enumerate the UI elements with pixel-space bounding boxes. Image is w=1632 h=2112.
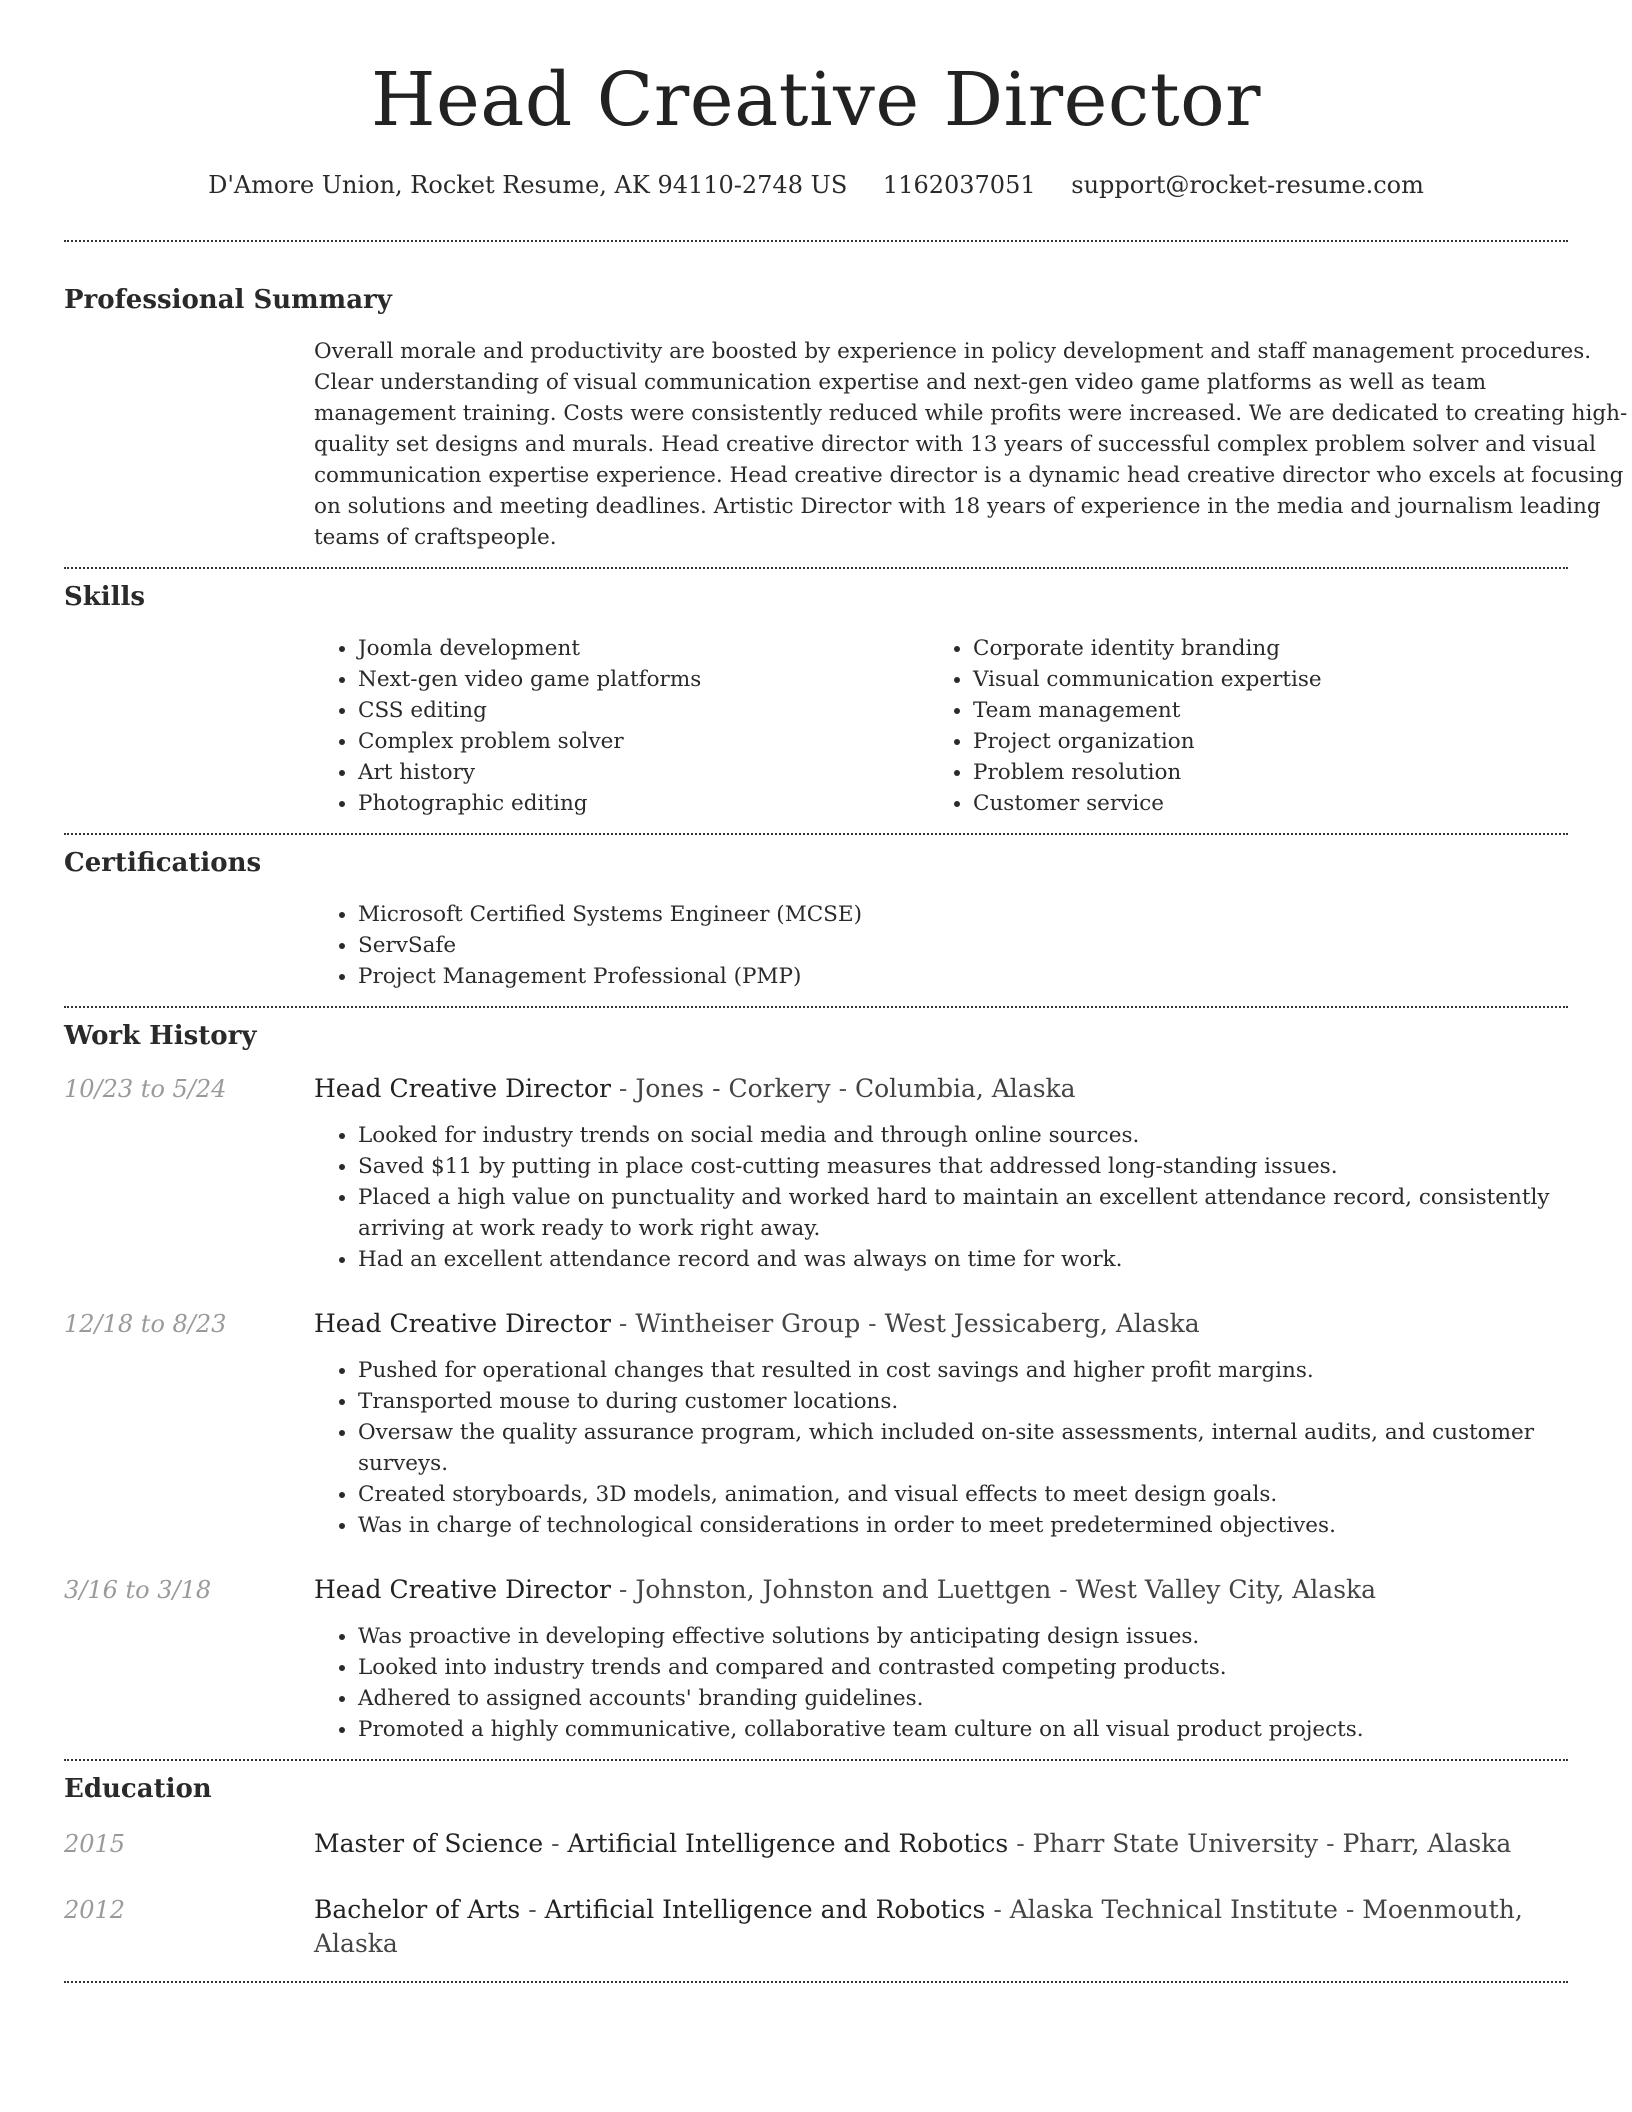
job-dates: 3/16 to 3/18 [64,1576,212,1604]
school-name: Alaska Technical Institute [1009,1895,1338,1924]
job-title: Head Creative Director [314,1074,611,1103]
education-section [64,1771,1568,1961]
divider [64,833,1568,835]
degree: Bachelor of Arts [314,1895,521,1924]
section-heading-summary: Professional Summary [64,285,392,315]
duty-item: • Looked for industry trends on social media and through online sources. [358,1120,1630,1151]
job-title: Head Creative Director [314,1309,611,1338]
education-year: 2012 [64,1896,126,1924]
job-heading: Head Creative Director - Wintheiser Group - West Jessicaberg, Alaska [314,1309,1200,1338]
duty-item: • Promoted a highly communicative, collaborative team culture on all visual product projects. [358,1714,1630,1745]
divider [64,240,1568,242]
skill-item: • Customer service [973,788,1544,819]
skills-grid [314,633,1568,819]
skills-list-right [929,633,1544,819]
job-heading: Head Creative Director - Johnston, Johnston and Luettgen - West Valley City, Alaska [314,1575,1377,1604]
skills-section [64,579,1568,819]
education-entry [64,1827,1568,1861]
duty-item: • Saved $11 by putting in place cost-cutting measures that addressed long-standing issues. [358,1151,1630,1182]
school-location: Moenmouth, Alaska [314,1895,1523,1958]
divider [64,1759,1568,1761]
skill-item: • Joomla development [358,633,929,664]
skill-item: • Team management [973,695,1544,726]
job-location: Columbia, Alaska [854,1074,1076,1103]
job-duties [314,1120,1630,1275]
certification-item: • Microsoft Certified Systems Engineer (MCSE) [358,899,1630,930]
certification-item: • Project Management Professional (PMP) [358,961,1630,992]
education-year: 2015 [64,1830,126,1858]
contact-email: support@rocket-resume.com [1071,171,1424,199]
job-employer: Johnston, Johnston and Luettgen [635,1575,1052,1604]
skill-item: • Next-gen video game platforms [358,664,929,695]
job-dates: 10/23 to 5/24 [64,1075,227,1103]
section-heading-work-history: Work History [64,1021,257,1051]
duty-item: • Transported mouse to during customer locations. [358,1386,1630,1417]
section-heading-certifications: Certifications [64,848,262,878]
job-duties [314,1621,1630,1745]
duty-item: • Was in charge of technological considerations in order to meet predetermined objectives. [358,1510,1630,1541]
job-dates: 12/18 to 8/23 [64,1310,227,1338]
skill-item: • CSS editing [358,695,929,726]
certifications-list [314,899,1630,992]
duty-item: • Was proactive in developing effective solutions by anticipating design issues. [358,1621,1630,1652]
school-location: Pharr, Alaska [1342,1829,1512,1858]
certifications-section [64,845,1568,992]
contact-address: D'Amore Union, Rocket Resume, AK 94110-2748 US [208,171,848,199]
skill-item: • Visual communication expertise [973,664,1544,695]
education-heading: Bachelor of Arts - Artificial Intelligence and Robotics - Alaska Technical Institute - Moenmouth, Alaska [314,1895,1523,1958]
job-entry [64,1307,1568,1541]
field-of-study: Artificial Intelligence and Robotics [567,1829,1009,1858]
job-duties [314,1355,1630,1541]
job-entry [64,1573,1568,1745]
work-history-section [64,1018,1568,1745]
education-entry [64,1893,1568,1961]
duty-item: • Had an excellent attendance record and was always on time for work. [358,1244,1630,1275]
skills-list-left [314,633,929,819]
section-heading-skills: Skills [64,582,146,612]
candidate-name: Head Creative Director [370,57,1262,143]
job-employer: Wintheiser Group [635,1309,861,1338]
duty-item: • Oversaw the quality assurance program, which included on-site assessments, internal audits, and customer surveys. [358,1417,1630,1479]
divider [64,1006,1568,1008]
duty-item: • Created storyboards, 3D models, animation, and visual effects to meet design goals. [358,1479,1630,1510]
divider [64,567,1568,569]
job-heading: Head Creative Director - Jones - Corkery - Columbia, Alaska [314,1074,1076,1103]
degree: Master of Science [314,1829,544,1858]
duty-item: • Pushed for operational changes that resulted in cost savings and higher profit margins. [358,1355,1630,1386]
education-heading: Master of Science - Artificial Intelligence and Robotics - Pharr State University - Pharr, Alaska [314,1829,1512,1858]
duty-item: • Looked into industry trends and compared and contrasted competing products. [358,1652,1630,1683]
skill-item: • Corporate identity branding [973,633,1544,664]
job-location: West Jessicaberg, Alaska [884,1309,1200,1338]
skill-item: • Problem resolution [973,757,1544,788]
summary-text: Overall morale and productivity are boosted by experience in policy development and staff management procedures. Clear understanding of visual communication expertise and next-gen video game platforms as well as team management training. Costs were consistently reduced while profits were increased. We are dedicated to creating high-quality set designs and murals. Head creative director with 13 years of successful complex problem solver and visual communication expertise experience. Head creative director is a dynamic head creative director who excels at focusing on solutions and meeting deadlines. Artistic Director with 18 years of experience in the media and journalism leading teams of craftspeople. [314,339,1628,550]
job-entry [64,1072,1568,1275]
section-heading-education: Education [64,1774,212,1804]
skill-item: • Project organization [973,726,1544,757]
skill-item: • Complex problem solver [358,726,929,757]
certification-item: • ServSafe [358,930,1630,961]
duty-item: • Adhered to assigned accounts' branding guidelines. [358,1683,1630,1714]
job-location: West Valley City, Alaska [1075,1575,1377,1604]
divider [64,1981,1568,1983]
field-of-study: Artificial Intelligence and Robotics [544,1895,986,1924]
job-title: Head Creative Director [314,1575,611,1604]
skill-item: • Photographic editing [358,788,929,819]
contact-phone: 1162037051 [882,171,1036,199]
summary-section [64,282,1628,553]
duty-item: • Placed a high value on punctuality and worked hard to maintain an excellent attendance record, consistently arriving at work ready to work right away. [358,1182,1630,1244]
contact-line [64,168,1568,202]
school-name: Pharr State University [1032,1829,1319,1858]
skill-item: • Art history [358,757,929,788]
job-employer: Jones - Corkery [635,1074,831,1103]
